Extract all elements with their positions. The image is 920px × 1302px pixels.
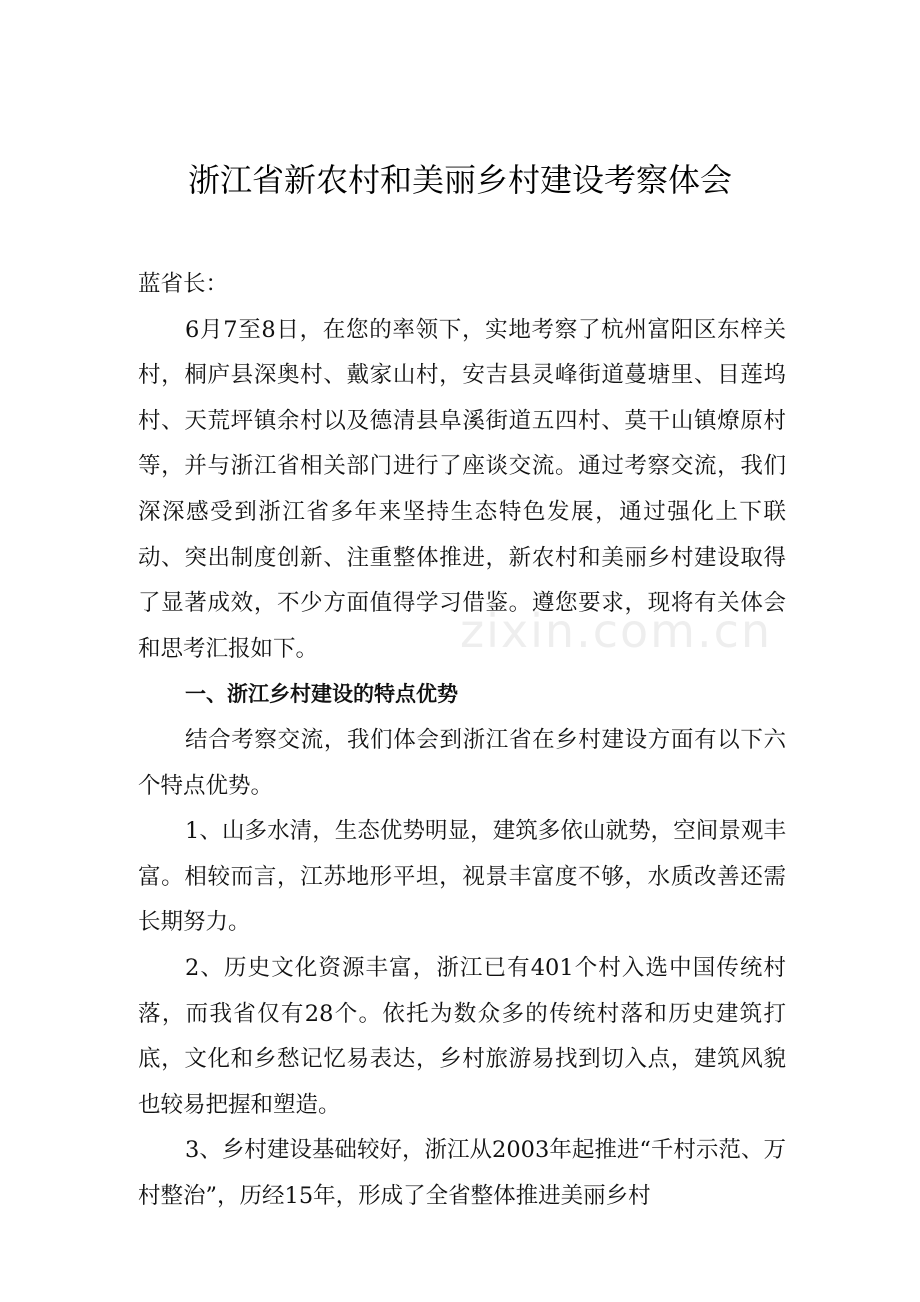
document-title: 浙江省新农村和美丽乡村建设考察体会 [187, 161, 732, 199]
salutation: 蓝省长： [138, 271, 229, 297]
document-body [138, 262, 786, 1219]
intro-paragraph: 6月7至8日，在您的率领下，实地考察了杭州富阳区东梓关村，桐庐县深奥村、戴家山村，安吉县灵峰街道蔓塘里、目莲坞村、天荒坪镇余村以及德清县阜溪街道五四村、莫干山镇燎原村等，并与浙江省相关部门进行了座谈交流。通过考察交流，我们深深感受到浙江省多年来坚持生态特色发展，通过强化上下联动、突出制度创新、注重整体推进，新农村和美丽乡村建设取得了显著成效，不少方面值得学习借鉴。遵您要求，现将有关体会和思考汇报如下。 [138, 316, 786, 662]
section-paragraph: 1、山多水清，生态优势明显，建筑多依山就势，空间景观丰富。相较而言，江苏地形平坦，视景丰富度不够，水质改善还需长期努力。 [138, 818, 786, 936]
section-heading: 一、浙江乡村建设的特点优势 [185, 682, 458, 707]
section-paragraph: 2、历史文化资源丰富，浙江已有401个村入选中国传统村落，而我省仅有28个。依托为数众多的传统村落和历史建筑打底，文化和乡愁记忆易表达，乡村旅游易找到切入点，建筑风貌也较易把握和塑造。 [138, 954, 786, 1118]
section-paragraph: 结合考察交流，我们体会到浙江省在乡村建设方面有以下六个特点优势。 [138, 726, 786, 799]
watermark: zixin.com.cn [460, 604, 773, 658]
section-paragraph: 3、乡村建设基础较好，浙江从2003年起推进“千村示范、万村整治”，历经15年，形成了全省整体推进美丽乡村 [138, 1137, 786, 1209]
